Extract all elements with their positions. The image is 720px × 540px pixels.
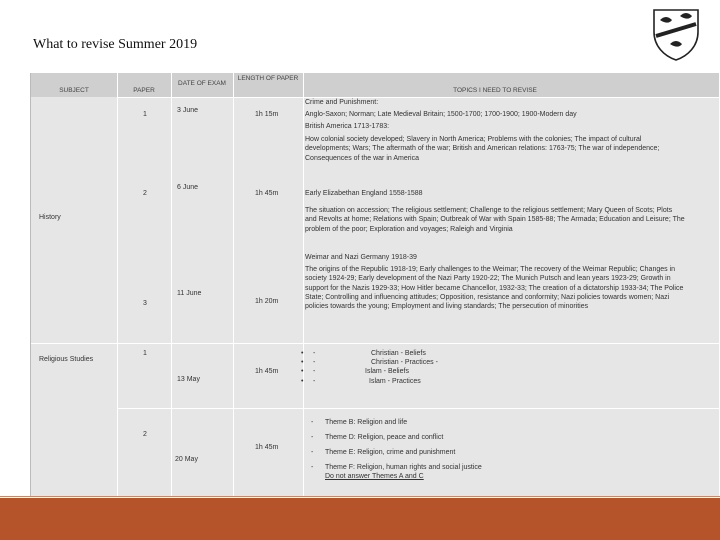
re-p1-bullet-1: • xyxy=(301,350,304,357)
history-length-1: 1h 15m xyxy=(255,111,279,118)
re-p2-item-1: Theme B: Religion and life xyxy=(325,419,408,426)
re-p2-bullet-3: - xyxy=(311,449,314,456)
footer-bar xyxy=(0,498,720,540)
header-topics: TOPICS I NEED TO REVISE xyxy=(453,87,537,94)
subject-history: History xyxy=(39,214,61,221)
history-date-2: 6 June xyxy=(177,184,199,191)
header-length: LENGTH OF PAPER xyxy=(237,75,299,82)
re-p2-bullet-1: - xyxy=(311,419,314,426)
header-subject: SUBJECT xyxy=(59,87,89,94)
history-topic-crime: Anglo-Saxon; Norman; Late Medieval Britain; 1500-1700; 1700-1900; 1900-Modern day xyxy=(305,111,577,118)
re-p1-item-3: Islam - Beliefs xyxy=(365,368,409,375)
header-paper: PAPER xyxy=(133,87,155,94)
re-p2-item-4 xyxy=(325,463,485,481)
re-length-2: 1h 45m xyxy=(255,444,279,451)
header-date: DATE OF EXAM xyxy=(178,80,226,87)
history-topic-elizabethan-heading: Early Elizabethan England 1558-1588 xyxy=(305,190,423,197)
re-p2-item-3: Theme E: Religion, crime and punishment xyxy=(325,449,456,456)
history-paper-3: 3 xyxy=(143,300,147,307)
re-paper-2: 2 xyxy=(143,431,147,438)
footer-divider xyxy=(0,496,720,497)
re-p1-mark-4: - xyxy=(313,378,316,385)
history-paper-2: 2 xyxy=(143,190,147,197)
re-date-1: 13 May xyxy=(177,376,200,383)
re-paper-1: 1 xyxy=(143,350,147,357)
re-p2-note: Do not answer Themes A and C xyxy=(325,473,424,480)
history-topic-weimar-heading: Weimar and Nazi Germany 1918-39 xyxy=(305,254,417,261)
history-topic-america-heading: British America 1713-1783: xyxy=(305,123,390,130)
re-p1-mark-1: - xyxy=(313,350,316,357)
re-p1-item-1: Christian - Beliefs xyxy=(371,350,426,357)
re-p2-bullet-2: - xyxy=(311,434,314,441)
school-crest-icon xyxy=(648,6,704,62)
history-length-2: 1h 45m xyxy=(255,190,279,197)
re-p1-bullet-3: • xyxy=(301,368,304,375)
revision-table xyxy=(30,73,719,497)
re-p1-item-4: Islam - Practices xyxy=(369,378,421,385)
re-date-2: 20 May xyxy=(175,456,198,463)
history-topic-crime-heading: Crime and Punishment: xyxy=(305,99,379,106)
re-p1-mark-3: - xyxy=(313,368,316,375)
history-topic-weimar: The origins of the Republic 1918-19; Early challenges to the Weimar; The recovery of the Weimar Republic; Changes in society 1924-29; Early development of the Nazi Party 1920-22; The Munich Putsch and lean years 1923-29; Growth in support for the Nazis 1929-33; How Hitler became Chancellor, 1932-33; The creation of a dictatorship 1933-34; The Police State; Controlling and influencing attitudes; Opposition, resistance and conformity; Nazi policies towards women; Nazi policies towards the young; Employment and living standards; The persecution of minorities xyxy=(305,266,684,311)
re-p1-mark-2: - xyxy=(313,359,316,366)
page-title: What to revise Summer 2019 xyxy=(33,37,198,52)
re-p2-item-4-text: Theme F: Religion, human rights and social justice xyxy=(325,464,482,471)
re-p1-bullet-2: • xyxy=(301,359,304,366)
history-topic-elizabethan: The situation on accession; The religious settlement; Challenge to the religious settlement; Mary Queen of Scots; Plots and Revolts at home; Relations with Spain; Outbreak of War with Spain 1585-88; The Armada; Education and Leisure; The problem of the poor; Exploration and voyages; Raleigh and Virginia xyxy=(305,207,685,233)
re-p1-item-2: Christian - Practices - xyxy=(371,359,438,366)
history-date-1: 3 June xyxy=(177,107,199,114)
history-date-3: 11 June xyxy=(177,290,202,297)
subject-religious-studies: Religious Studies xyxy=(39,356,94,363)
re-length-1: 1h 45m xyxy=(255,368,279,375)
history-paper-1: 1 xyxy=(143,111,147,118)
re-p2-bullet-4: - xyxy=(311,464,314,471)
history-topic-america: How colonial society developed; Slavery in North America; Problems with the colonies; The impact of cultural developments; Wars; The aftermath of the war; British and American relations: 1763-75; The war of independence; Consequences of the war in America xyxy=(305,136,660,162)
history-length-3: 1h 20m xyxy=(255,298,279,305)
re-p1-bullet-4: • xyxy=(301,378,304,385)
re-p2-item-2: Theme D: Religion, peace and conflict xyxy=(325,434,444,441)
